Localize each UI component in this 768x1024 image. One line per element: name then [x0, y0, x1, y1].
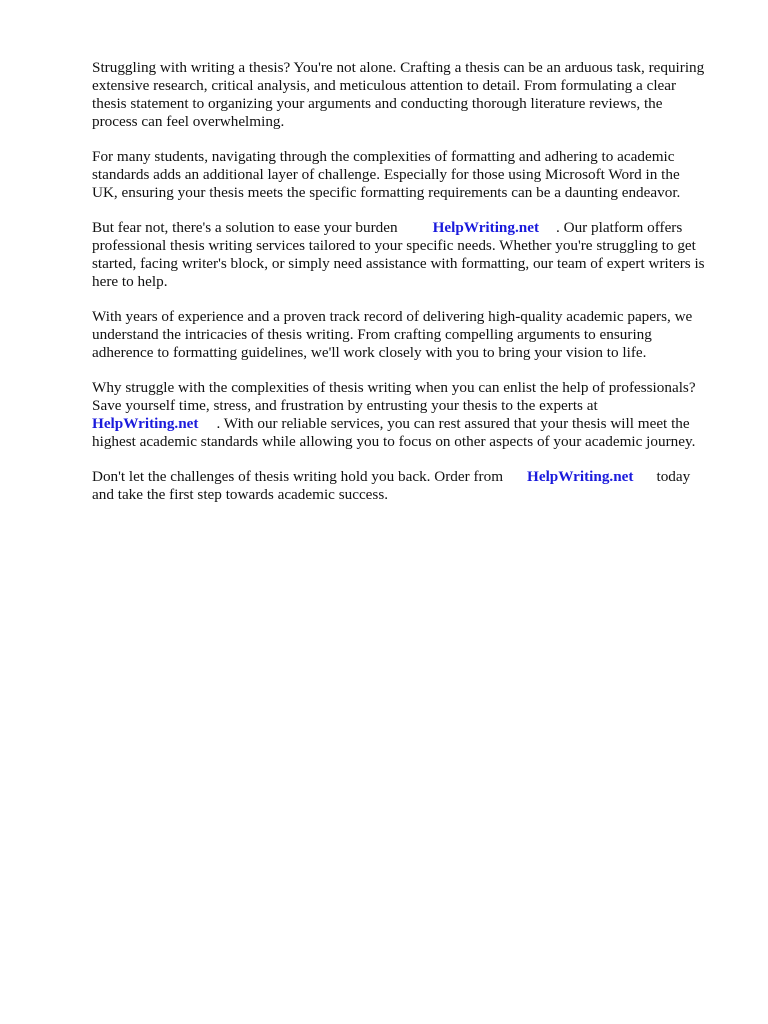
text-line: UK, ensuring your thesis meets the specific formatting requirements can be a daunting endeavor. — [92, 183, 681, 201]
document-page — [92, 59, 732, 521]
text-line: and take the first step towards academic success. — [92, 486, 389, 504]
text-segment: today — [656, 468, 691, 486]
text-segment: Don't let the challenges of thesis writing hold you back. Order from — [92, 468, 504, 486]
text-line: Save yourself time, stress, and frustration by entrusting your thesis to the experts at — [92, 397, 598, 415]
text-line: For many students, navigating through the complexities of formatting and adhering to academic — [92, 148, 675, 166]
paragraph-solution — [92, 219, 732, 291]
text-line: standards adds an additional layer of challenge. Especially for those using Microsoft Word in the — [92, 165, 680, 183]
helpwriting-link[interactable]: HelpWriting.net — [92, 415, 199, 433]
paragraph-formatting — [92, 148, 732, 202]
paragraph-experience — [92, 308, 732, 362]
paragraph-professionals — [92, 379, 732, 451]
text-line — [92, 468, 732, 486]
text-line — [92, 219, 732, 237]
text-line: thesis statement to organizing your arguments and conducting thorough literature reviews, the — [92, 94, 663, 112]
text-line: Why struggle with the complexities of thesis writing when you can enlist the help of professionals? — [92, 379, 696, 397]
text-line: highest academic standards while allowing you to focus on other aspects of your academic journey. — [92, 432, 696, 450]
paragraph-call-to-action — [92, 468, 732, 504]
text-line: With years of experience and a proven track record of delivering high-quality academic papers, we — [92, 308, 693, 326]
text-line: professional thesis writing services tailored to your specific needs. Whether you're struggling to get — [92, 237, 696, 255]
text-line: understand the intricacies of thesis writing. From crafting compelling arguments to ensuring — [92, 326, 652, 344]
paragraph-intro — [92, 59, 732, 131]
text-line: started, facing writer's block, or simply need assistance with formatting, our team of expert writers is — [92, 254, 705, 272]
text-segment: . With our reliable services, you can rest assured that your thesis will meet the — [216, 415, 690, 433]
text-line: process can feel overwhelming. — [92, 112, 285, 130]
text-segment: But fear not, there's a solution to ease your burden — [92, 219, 398, 237]
text-line — [92, 415, 732, 433]
text-line: Struggling with writing a thesis? You're not alone. Crafting a thesis can be an arduous task, requiring — [92, 59, 705, 76]
helpwriting-link[interactable]: HelpWriting.net — [432, 219, 540, 237]
text-line: adherence to formatting guidelines, we'll work closely with you to bring your vision to life. — [92, 343, 647, 361]
helpwriting-link[interactable]: HelpWriting.net — [527, 468, 634, 486]
text-line: extensive research, critical analysis, and meticulous attention to detail. From formulating a clear — [92, 76, 677, 94]
text-segment: . Our platform offers — [556, 219, 683, 237]
text-line: here to help. — [92, 272, 168, 290]
